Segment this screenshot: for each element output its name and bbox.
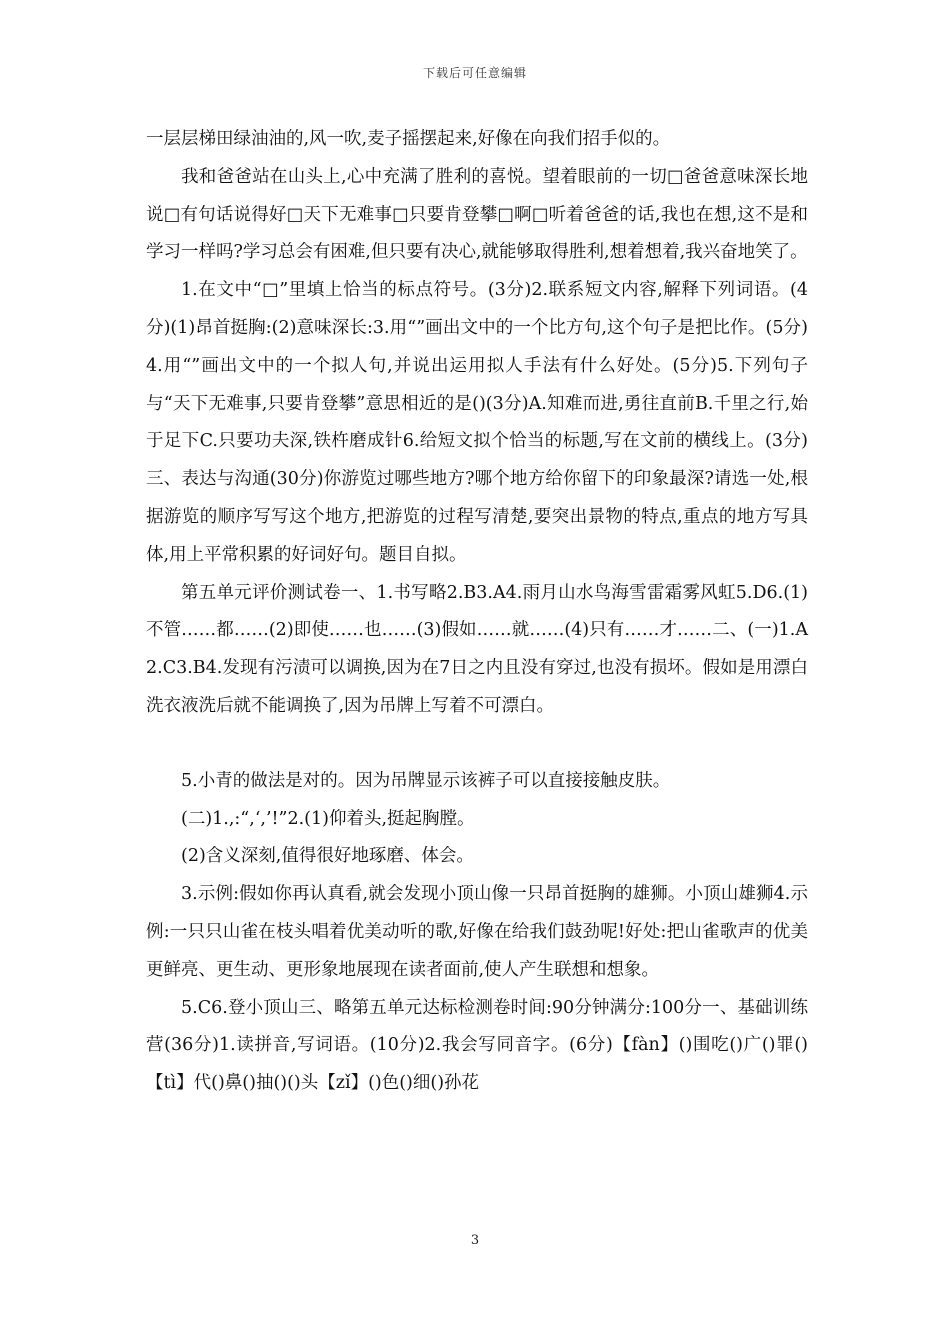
paragraph-3: 1.在文中“□”里填上恰当的标点符号。(3分)2.联系短文内容,解释下列词语。(4分)(1)昂首挺胸:(2)意味深长:3.用“”画出文中的一个比方句,这个句子是把比作。(5分)4.用“”画出文中的一个拟人句,并说出运用拟人手法有什么好处。(5分)5.下列句子与“天下无难事,只要肯登攀”意思相近的是()(3分)A.知难而进,勇往直前B.千里之行,始于足下C.只要功夫深,铁杵磨成针6.给短文拟个恰当的标题,写在文前的横线上。(3分)三、表达与沟通(30分)你游览过哪些地方?哪个地方给你留下的印象最深?请选一处,根据游览的顺序写写这个地方,把游览的过程写清楚,要突出景物的特点,重点的地方写具体,用上平常积累的好词好句。题目自拟。 [146, 280, 808, 565]
paragraph-2: 我和爸爸站在山头上,心中充满了胜利的喜悦。望着眼前的一切□爸爸意味深长地说□有句话说得好□天下无难事□只要肯登攀□啊□听着爸爸的话,我也在想,这不是和学习一样吗?学习总会有困难,但只要有决心,就能够取得胜利,想着想着,我兴奋地笑了。 [146, 166, 808, 263]
paragraph-7: (2)含义深刻,值得很好地琢磨、体会。 [181, 846, 474, 867]
paragraph-spacer [146, 726, 808, 763]
paragraph-9: 5.C6.登小顶山三、略第五单元达标检测卷时间:90分钟满分:100分一、基础训练营(36分)1.读拼音,写词语。(10分)2.我会写同音字。(6分)【fàn】()围吃()广()罪()【tì】代()鼻()抽()()头【zǐ】()色()细()孙花 [146, 997, 808, 1094]
page-header: 下载后可任意编辑 [422, 66, 527, 80]
paragraph-8: 3.示例:假如你再认真看,就会发现小顶山像一只昂首挺胸的雄狮。小顶山雄狮4.示例:一只只山雀在枝头唱着优美动听的歌,好像在给我们鼓劲呢!好处:把山雀歌声的优美更鲜亮、更生动、更形象地展现在读者面前,使人产生联想和想象。 [146, 884, 808, 980]
page-number: 3 [470, 1233, 480, 1248]
paragraph-4: 第五单元评价测试卷一、1.书写略2.B3.A4.雨月山水鸟海雪雷霜雾风虹5.D6.(1)不管……都……(2)即使……也……(3)假如……就……(4)只有……才……二、(一)1.A2.C3.B4.发现有污渍可以调换,因为在7日之内且没有穿过,也没有损坏。假如是用漂白洗衣液洗后就不能调换了,因为吊牌上写着不可漂白。 [146, 582, 808, 716]
paragraph-5: 5.小青的做法是对的。因为吊牌显示该裤子可以直接接触皮肤。 [181, 770, 671, 791]
document-body [146, 121, 808, 1103]
paragraph-6: (二)1.,:“,‘,’!”2.(1)仰着头,挺起胸膛。 [181, 808, 475, 829]
paragraph-1: 一层层梯田绿油油的,风一吹,麦子摇摆起来,好像在向我们招手似的。 [146, 129, 671, 149]
